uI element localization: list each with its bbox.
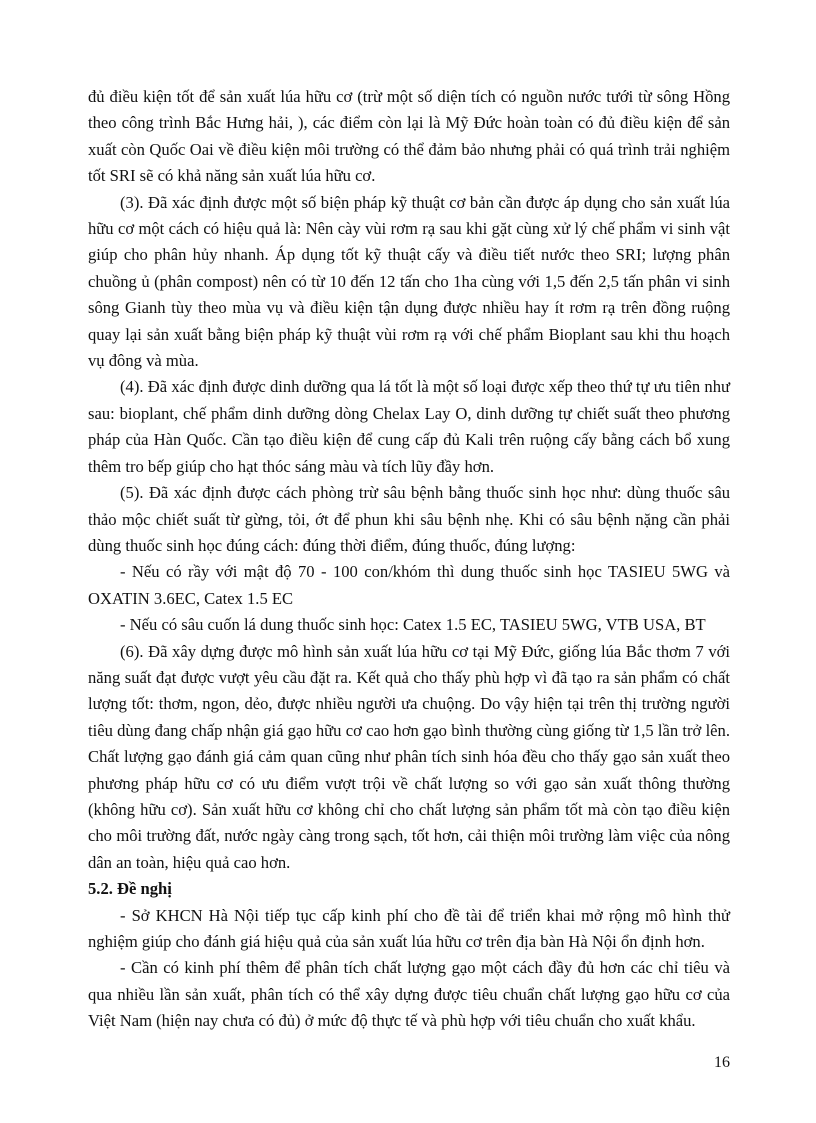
paragraph-point-3: (3). Đã xác định được một số biện pháp kỹ thuật cơ bản cần được áp dụng cho sản xuất lúa hữu cơ một cách có hiệu quả là: Nên cày vùi rơm rạ sau khi gặt cùng xử lý chế phẩm vi sinh vật giúp cho phân hủy nhanh. Áp dụng tốt kỹ thuật cấy và điều tiết nước theo SRI; lượng phân chuồng ủ (phân compost) nên có từ 10 đến 12 tấn cho 1ha cùng với 1,5 đến 2,5 tấn phân vi sinh sông Gianh tùy theo mùa vụ và điều kiện tận dụng được nhiều hay ít rơm rạ trên đồng ruộng quay lại sản xuất bằng biện pháp kỹ thuật vùi rơm rạ với chế phẩm Bioplant sau khi thu hoạch vụ đông và mùa. <box>88 192 730 371</box>
paragraph-point-6: (6). Đã xây dựng được mô hình sản xuất lúa hữu cơ tại Mỹ Đức, giống lúa Bắc thơm 7 với năng suất đạt được vượt yêu cầu đặt ra. Kết quả cho thấy phù hợp vì đã tạo ra sản phẩm có chất lượng tốt: thơm, ngon, dẻo, được nhiều người ưa chuộng. Do vậy hiện tại trên thị trường người tiêu dùng đang chấp nhận giá gạo hữu cơ cao hơn gạo bình thường cùng giống từ 1,5 lần trở lên. Chất lượng gạo đánh giá cảm quan cũng như phân tích sinh hóa đều cho thấy gạo sản xuất theo phương pháp hữu cơ có ưu điểm vượt trội về chất lượng so với gạo sản xuất thông thường (không hữu cơ). Sản xuất hữu cơ không chỉ cho chất lượng sản phẩm tốt mà còn tạo điều kiện cho môi trường đất, nước ngày càng trong sạch, tốt hơn, cải thiện môi trường làm việc của nông dân an toàn, hiệu quả cao hơn. <box>88 641 730 872</box>
bullet-planthopper: - Nếu có rầy với mật độ 70 - 100 con/khóm thì dung thuốc sinh học TASIEU 5WG và OXATIN 3.6EC, Catex 1.5 EC <box>88 562 730 608</box>
bullet-leaf-roller: - Nếu có sâu cuốn lá dung thuốc sinh học: Catex 1.5 EC, TASIEU 5WG, VTB USA, BT <box>120 615 706 635</box>
page-number: 16 <box>714 1054 730 1071</box>
recommendation-item: - Sở KHCN Hà Nội tiếp tục cấp kinh phí cho đề tài để triển khai mở rộng mô hình thử nghiệm giúp cho đánh giá hiệu quả của sản xuất lúa hữu cơ trên địa bàn Hà Nội ổn định hơn. <box>88 905 730 951</box>
paragraph-point-4: (4). Đã xác định được dinh dưỡng qua lá tốt là một số loại được xếp theo thứ tự ưu tiên như sau: bioplant, chế phẩm dinh dưỡng dòng Chelax Lay O, dinh dưỡng tự chiết suất theo phương pháp của Hàn Quốc. Cần tạo điều kiện để cung cấp đủ Kali trên ruộng cấy bằng cách bổ xung thêm tro bếp giúp cho hạt thóc sáng màu và tích lũy đầy hơn. <box>88 377 730 476</box>
paragraph-continuation: đủ điều kiện tốt để sản xuất lúa hữu cơ (trừ một số diện tích có nguồn nước tưới từ sông Hồng theo công trình Bắc Hưng hải, ), các điểm còn lại là Mỹ Đức hoàn toàn có đủ điều kiện để sản xuất còn Quốc Oai về điều kiện môi trường có thể đảm bảo nhưng phải có quá trình trải nghiệm tốt SRI sẽ có khả năng sản xuất lúa hữu cơ. <box>88 87 730 186</box>
paragraph-point-5: (5). Đã xác định được cách phòng trừ sâu bệnh bằng thuốc sinh học như: dùng thuốc sâu thảo mộc chiết suất từ gừng, tỏi, ớt để phun khi sâu bệnh nhẹ. Khi có sâu bệnh nặng cần phải dùng thuốc sinh học đúng cách: đúng thời điểm, đúng thuốc, đúng lượng: <box>88 483 730 555</box>
section-heading: 5.2. Đề nghị <box>88 879 172 899</box>
recommendation-item: - Cần có kinh phí thêm để phân tích chất lượng gạo một cách đầy đủ hơn các chỉ tiêu và qua nhiều lần sản xuất, phân tích có thể xây dựng được tiêu chuẩn chất lượng gạo hữu cơ của Việt Nam (hiện nay chưa có đủ) ở mức độ thực tế và phù hợp với tiêu chuẩn cho xuất khẩu. <box>88 958 730 1031</box>
